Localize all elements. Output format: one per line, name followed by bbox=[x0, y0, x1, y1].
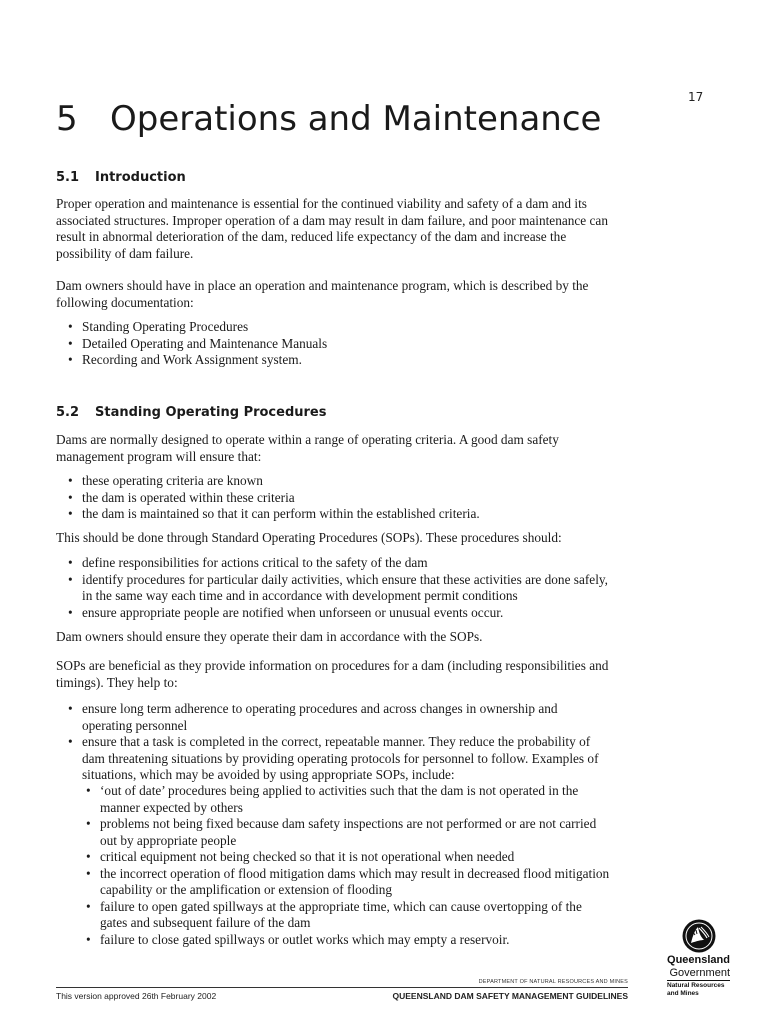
bullet-list bbox=[56, 319, 646, 369]
text-line: Dam owners should ensure they operate their dam in accordance with the SOPs. bbox=[56, 629, 483, 644]
section-title: Standing Operating Procedures bbox=[95, 405, 327, 420]
text-line: Dams are normally designed to operate within a range of operating criteria. A good dam safety bbox=[56, 432, 559, 447]
list-item bbox=[56, 932, 646, 949]
list-item-text: • ensure appropriate people are notified when unforseen or unusual events occur. bbox=[82, 604, 504, 620]
logo-government-text: Government bbox=[669, 967, 730, 979]
list-item-text: out by appropriate people bbox=[100, 832, 237, 848]
text-line: result in abnormal deterioration of the dam, reduced life expectancy of the dam and increase the bbox=[56, 229, 567, 244]
list-item bbox=[56, 352, 646, 369]
list-item-text: • these operating criteria are known bbox=[82, 473, 263, 488]
list-item bbox=[56, 336, 646, 353]
section-title: Introduction bbox=[95, 170, 186, 185]
section-heading-5-2 bbox=[56, 405, 327, 421]
logo-divider bbox=[667, 980, 730, 981]
list-item-text: operating personnel bbox=[82, 717, 188, 733]
footer-guidelines-title: QUEENSLAND DAM SAFETY MANAGEMENT GUIDELINES bbox=[392, 991, 628, 1001]
paragraph bbox=[56, 629, 636, 646]
logo-department-line1: Natural Resources bbox=[667, 982, 725, 989]
text-line: management program will ensure that: bbox=[56, 448, 262, 464]
text-line: SOPs are beneficial as they provide information on procedures for a dam (including responsibilities and bbox=[56, 658, 609, 673]
list-item-text: • ensure that a task is completed in the correct, repeatable manner. They reduce the probability of bbox=[82, 734, 591, 749]
list-item bbox=[56, 899, 646, 932]
list-item-text: • ‘out of date’ procedures being applied to activities such that the dam is not operated in the bbox=[100, 783, 579, 798]
list-item-text: • Standing Operating Procedures bbox=[82, 319, 249, 334]
page-number: 17 bbox=[688, 90, 704, 104]
list-item bbox=[56, 866, 646, 899]
list-item bbox=[56, 816, 646, 849]
footer-approved-date: This version approved 26th February 2002 bbox=[56, 991, 217, 1001]
bullet-list bbox=[56, 473, 646, 523]
list-item-text: • Recording and Work Assignment system. bbox=[82, 352, 302, 367]
chapter-title bbox=[56, 96, 601, 142]
section-number: 5.2 bbox=[56, 405, 80, 420]
list-item-text: gates and subsequent failure of the dam bbox=[100, 915, 311, 930]
text-line: Dam owners should have in place an operation and maintenance program, which is described by the bbox=[56, 278, 589, 293]
list-item bbox=[56, 473, 646, 490]
logo-department-line2: and Mines bbox=[667, 990, 699, 997]
list-item-text: • failure to close gated spillways or outlet works which may empty a reservoir. bbox=[100, 931, 510, 947]
paragraph bbox=[56, 432, 636, 465]
list-item-text: • problems not being fixed because dam safety inspections are not performed or are not carried bbox=[100, 816, 597, 831]
sub-bullet-list bbox=[56, 783, 646, 948]
list-item-text: • Detailed Operating and Maintenance Manuals bbox=[82, 335, 328, 351]
paragraph bbox=[56, 196, 636, 262]
list-item-text: dam threatening situations by providing operating protocols for personnel to follow. Examples of bbox=[82, 750, 599, 766]
queensland-crest-icon bbox=[681, 918, 717, 954]
paragraph bbox=[56, 658, 636, 691]
list-item bbox=[56, 605, 646, 622]
list-item-text: • identify procedures for particular daily activities, which ensure that these activities are done safely, bbox=[82, 571, 609, 587]
list-item-text: capability or the amplification or extension of flooding bbox=[100, 882, 393, 897]
list-item bbox=[56, 319, 646, 336]
list-item bbox=[56, 701, 646, 734]
list-item-text: • the dam is maintained so that it can perform within the established criteria. bbox=[82, 506, 480, 521]
logo-queensland-text: Queensland bbox=[667, 954, 730, 966]
bullet-list bbox=[56, 555, 646, 621]
list-item bbox=[56, 734, 646, 784]
text-line: possibility of dam failure. bbox=[56, 245, 194, 261]
list-item bbox=[56, 849, 646, 866]
text-line: This should be done through Standard Operating Procedures (SOPs). These procedures should: bbox=[56, 530, 562, 545]
list-item bbox=[56, 783, 646, 816]
section-heading-5-1 bbox=[56, 170, 186, 186]
text-line: Proper operation and maintenance is essential for the continued viability and safety of a dam and its bbox=[56, 196, 587, 211]
list-item bbox=[56, 572, 646, 605]
chapter-number: 5 bbox=[56, 99, 78, 139]
footer-divider bbox=[56, 987, 628, 988]
bullet-list bbox=[56, 701, 646, 784]
list-item-text: • ensure long term adherence to operating procedures and across changes in ownership and bbox=[82, 701, 558, 716]
text-line: following documentation: bbox=[56, 294, 194, 310]
footer-department: DEPARTMENT OF NATURAL RESOURCES AND MINES bbox=[478, 979, 628, 985]
list-item-text: • failure to open gated spillways at the appropriate time, which can cause overtopping of the bbox=[100, 898, 582, 914]
list-item bbox=[56, 490, 646, 507]
section-number: 5.1 bbox=[56, 170, 80, 185]
list-item-text: manner expected by others bbox=[100, 799, 243, 815]
list-item bbox=[56, 506, 646, 523]
queensland-government-logo bbox=[660, 918, 740, 998]
list-item-text: • critical equipment not being checked so that it is not operational when needed bbox=[100, 849, 515, 864]
text-line: associated structures. Improper operation of a dam may result in dam failure, and poor maintenance can bbox=[56, 212, 608, 228]
paragraph bbox=[56, 278, 636, 311]
list-item-text: situations, which may be avoided by using appropriate SOPs, include: bbox=[82, 767, 455, 782]
list-item-text: • the incorrect operation of flood mitigation dams which may result in decreased flood mitigation bbox=[100, 865, 610, 881]
paragraph bbox=[56, 530, 636, 547]
chapter-title-text: Operations and Maintenance bbox=[110, 99, 602, 139]
list-item-text: in the same way each time and in accordance with development permit conditions bbox=[82, 588, 518, 603]
list-item bbox=[56, 555, 646, 572]
list-item-text: • the dam is operated within these criteria bbox=[82, 489, 295, 505]
text-line: timings). They help to: bbox=[56, 674, 178, 690]
list-item-text: • define responsibilities for actions critical to the safety of the dam bbox=[82, 555, 428, 570]
